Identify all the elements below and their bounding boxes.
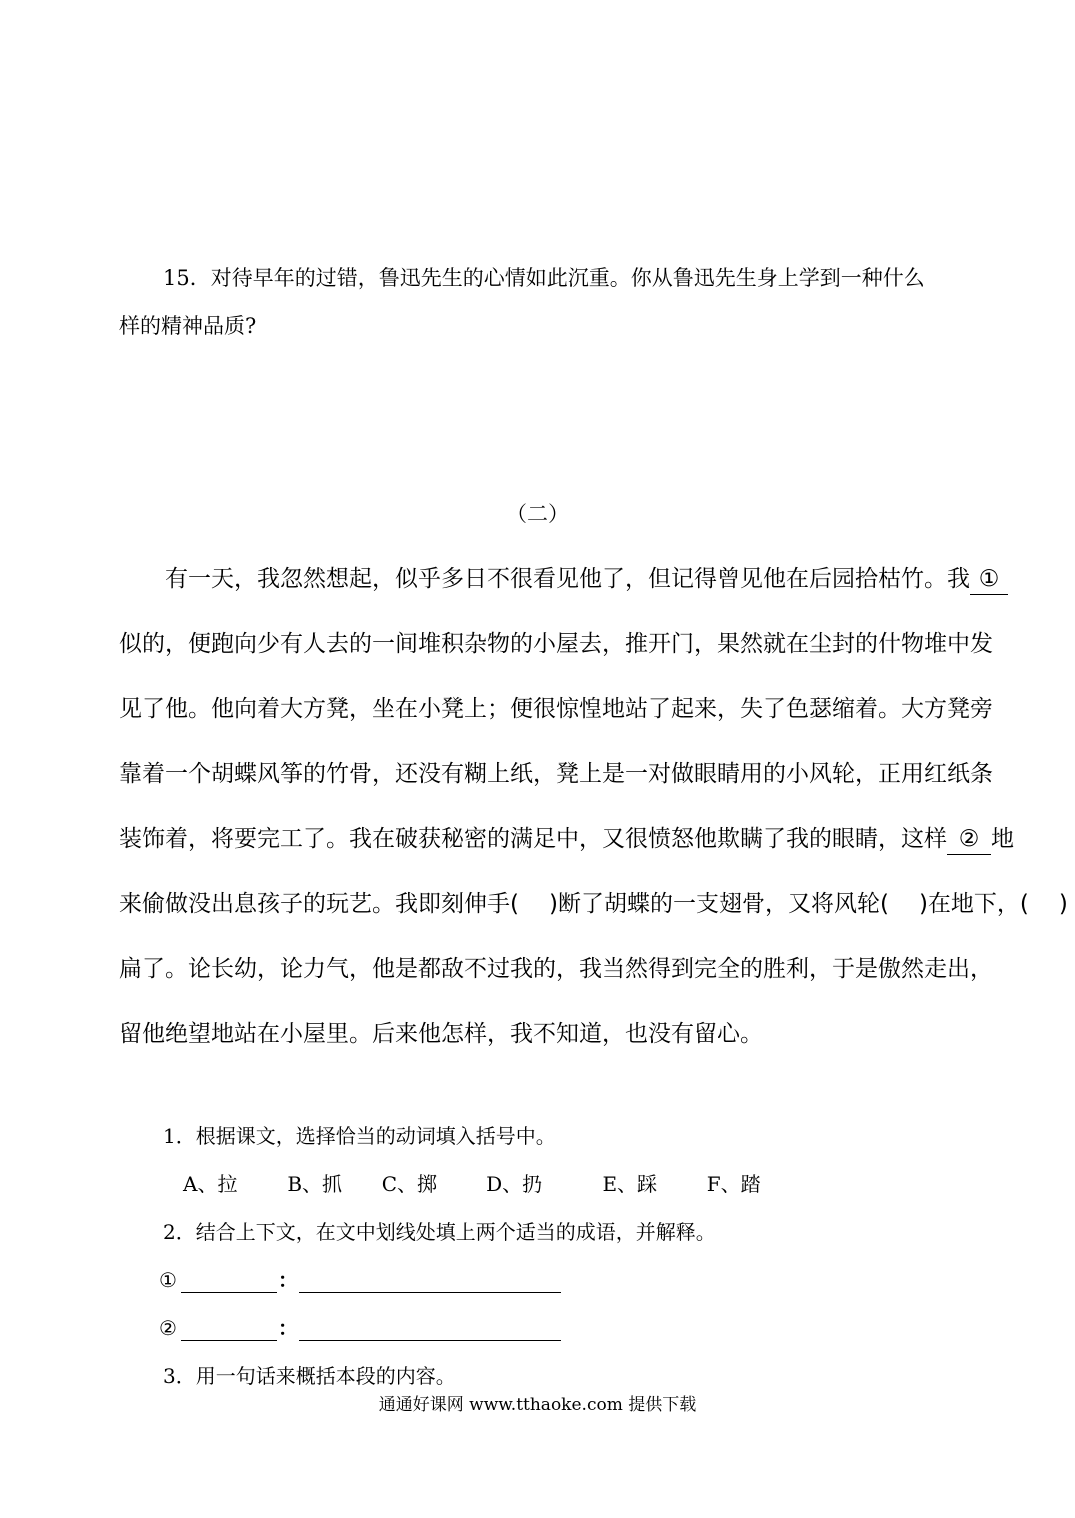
question-15-line1: 15．对待早年的过错，鲁迅先生的心情如此沉重。你从鲁迅先生身上学到一种什么 bbox=[163, 266, 925, 290]
passage-line-5 bbox=[119, 807, 1014, 872]
colon: ： bbox=[278, 1268, 298, 1292]
reading-passage bbox=[119, 547, 1068, 1067]
option-f: F、踏 bbox=[706, 1172, 761, 1196]
passage-line-6 bbox=[119, 872, 1068, 937]
explanation-blank-2[interactable] bbox=[299, 1318, 561, 1341]
answer-row-1 bbox=[159, 1264, 561, 1294]
option-a: A、拉 bbox=[183, 1172, 238, 1196]
answer-row-2 bbox=[159, 1312, 561, 1342]
option-c: C、掷 bbox=[381, 1172, 438, 1196]
question-2: 2．结合上下文，在文中划线处填上两个适当的成语，并解释。 bbox=[163, 1220, 716, 1244]
passage-text: 来偷做没出息孩子的玩艺。我即刻伸手( bbox=[119, 891, 519, 917]
passage-text: 有一天，我忽然想起，似乎多日不很看见他了，但记得曾见他在后园拾枯竹。我 bbox=[165, 566, 970, 592]
answer-row-number: ② bbox=[159, 1316, 177, 1340]
question-3: 3．用一句话来概括本段的内容。 bbox=[163, 1364, 456, 1388]
passage-text: )断了胡蝶的一支翅骨，又将风轮( bbox=[548, 891, 889, 917]
passage-text: ) bbox=[1058, 891, 1068, 917]
idiom-blank-2[interactable] bbox=[181, 1318, 277, 1341]
colon: ： bbox=[278, 1316, 298, 1340]
passage-line-3: 见了他。他向着大方凳，坐在小凳上；便很惊惶地站了起来，失了色瑟缩着。大方凳旁 bbox=[119, 696, 993, 722]
options-row bbox=[183, 1168, 761, 1197]
option-e: E、踩 bbox=[602, 1172, 658, 1196]
passage-text: 装饰着，将要完工了。我在破获秘密的满足中，又很愤怒他欺瞒了我的眼睛，这样 bbox=[119, 826, 947, 852]
question-1: 1．根据课文，选择恰当的动词填入括号中。 bbox=[163, 1124, 556, 1148]
blank-2: ② bbox=[947, 824, 991, 855]
option-b: B、抓 bbox=[287, 1172, 343, 1196]
question-15 bbox=[119, 254, 964, 350]
blank-1: ① bbox=[970, 564, 1008, 595]
idiom-blank-1[interactable] bbox=[181, 1270, 277, 1293]
passage-text: )在地下，( bbox=[918, 891, 1029, 917]
section-title: （二） bbox=[506, 502, 569, 526]
answer-row-number: ① bbox=[159, 1268, 177, 1292]
passage-text: 地 bbox=[991, 826, 1014, 852]
passage-line-8: 留他绝望地站在小屋里。后来他怎样，我不知道，也没有留心。 bbox=[119, 1021, 763, 1047]
option-d: D、扔 bbox=[486, 1172, 543, 1196]
passage-line-1 bbox=[119, 547, 1000, 612]
passage-line-7: 扁了。论长幼，论力气，他是都敌不过我的，我当然得到完全的胜利，于是傲然走出， bbox=[119, 956, 993, 982]
question-15-line2: 样的精神品质? bbox=[119, 314, 257, 338]
passage-line-4: 靠着一个胡蝶风筝的竹骨，还没有糊上纸，凳上是一对做眼睛用的小风轮，正用红纸条 bbox=[119, 761, 993, 787]
passage-line-2: 似的，便跑向少有人去的一间堆积杂物的小屋去，推开门，果然就在尘封的什物堆中发 bbox=[119, 631, 993, 657]
explanation-blank-1[interactable] bbox=[299, 1270, 561, 1293]
page-footer: 通通好课网 www.tthaoke.com 提供下载 bbox=[378, 1395, 697, 1415]
